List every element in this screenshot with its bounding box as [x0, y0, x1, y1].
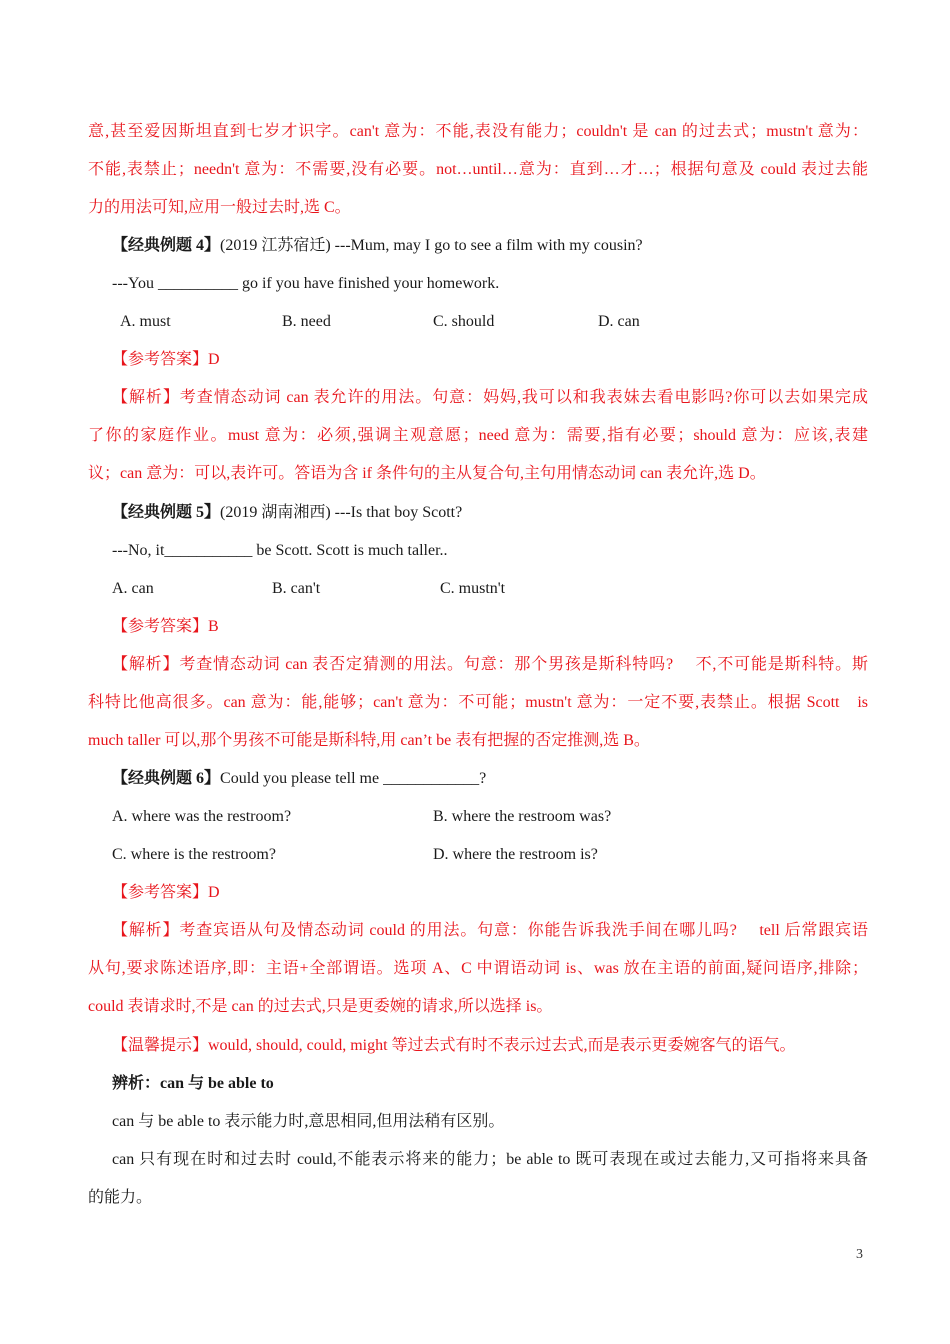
answer-line [112, 350, 892, 370]
answer-line [112, 883, 892, 903]
answer-label: 【参考答案】 [112, 884, 209, 901]
option-a: A. can [112, 580, 154, 597]
page-number: 3 [856, 1247, 863, 1262]
analysis-line: 从句,要求陈述语序,即：主语+全部谓语。选项 A、C 中谓语动词 is、was 放在主语的前面,疑问语序,排除； [88, 960, 868, 977]
question-text: Could you please tell me ____________? [220, 770, 487, 787]
answer-line [112, 617, 892, 637]
example-5-question [112, 503, 892, 523]
option-b: B. need [282, 313, 331, 330]
example-heading: 【经典例题 4】 [112, 237, 221, 254]
section-title: 辨析：can 与 be able to [112, 1075, 274, 1092]
option-c: C. should [433, 313, 495, 330]
explanation-line: 不能,表禁止；needn't 意为：不需要,没有必要。not…until…意为：直到…才…；根据句意及 could 表过去能 [88, 161, 868, 178]
example-heading: 【经典例题 5】 [112, 504, 221, 521]
explanation-line: 意,甚至爱因斯坦直到七岁才识字。can't 意为：不能,表没有能力；couldn't 是 can 的过去式；mustn't 意为： [88, 123, 868, 140]
option-a: A. where was the restroom? [112, 808, 292, 825]
answer-value: D [208, 351, 220, 368]
example-4-question [112, 236, 892, 256]
analysis-line: much taller 可以,那个男孩不可能是斯科特,用 can’t be 表有把握的否定推测,选 B。 [88, 732, 650, 749]
example-5-line2: ---No, it___________ be Scott. Scott is much taller.. [112, 542, 448, 559]
option-d: D. can [598, 313, 640, 330]
answer-value: D [208, 884, 220, 901]
answer-value: B [208, 618, 219, 635]
analysis-line: 【解析】考查情态动词 can 表否定猜测的用法。句意：那个男孩是斯科特吗? 不,不可能是斯科特。斯 [112, 656, 868, 673]
analysis-line: 科特比他高很多。can 意为：能,能够；can't 意为：不可能；mustn't 意为：一定不要,表禁止。根据 Scott is [88, 694, 868, 711]
paragraph: 的能力。 [88, 1189, 153, 1206]
option-b: B. where the restroom was? [433, 808, 612, 825]
analysis-line: 【解析】考查宾语从句及情态动词 could 的用法。句意：你能告诉我洗手间在哪儿吗? tell 后常跟宾语 [112, 922, 868, 939]
analysis-line: 了你的家庭作业。must 意为：必须,强调主观意愿；need 意为：需要,指有必要；should 意为：应该,表建 [88, 427, 868, 444]
question-text: (2019 江苏宿迁) ---Mum, may I go to see a film with my cousin? [220, 237, 643, 254]
tip-note: 【温馨提示】would, should, could, might 等过去式有时不表示过去式,而是表示更委婉客气的语气。 [112, 1037, 796, 1054]
analysis-line: 【解析】考查情态动词 can 表允许的用法。句意：妈妈,我可以和我表妹去看电影吗?你可以去如果完成 [112, 389, 868, 406]
paragraph: can 只有现在时和过去时 could,不能表示将来的能力；be able to 既可表现在或过去能力,又可指将来具备 [112, 1151, 868, 1168]
example-heading: 【经典例题 6】 [112, 770, 221, 787]
example-6-question [112, 769, 892, 789]
paragraph: can 与 be able to 表示能力时,意思相同,但用法稍有区别。 [112, 1113, 505, 1130]
question-text: (2019 湖南湘西) ---Is that boy Scott? [220, 504, 463, 521]
option-d: D. where the restroom is? [433, 846, 598, 863]
answer-label: 【参考答案】 [112, 618, 209, 635]
analysis-line: could 表请求时,不是 can 的过去式,只是更委婉的请求,所以选择 is。 [88, 998, 553, 1015]
analysis-line: 议；can 意为：可以,表许可。答语为含 if 条件句的主从复合句,主句用情态动词 can 表允许,选 D。 [88, 465, 766, 482]
answer-label: 【参考答案】 [112, 351, 209, 368]
explanation-line: 力的用法可知,应用一般过去时,选 C。 [88, 199, 351, 216]
example-4-line2: ---You __________ go if you have finished your homework. [112, 275, 500, 292]
option-b: B. can't [272, 580, 321, 597]
option-c: C. mustn't [440, 580, 506, 597]
option-a: A. must [120, 313, 171, 330]
option-c: C. where is the restroom? [112, 846, 276, 863]
